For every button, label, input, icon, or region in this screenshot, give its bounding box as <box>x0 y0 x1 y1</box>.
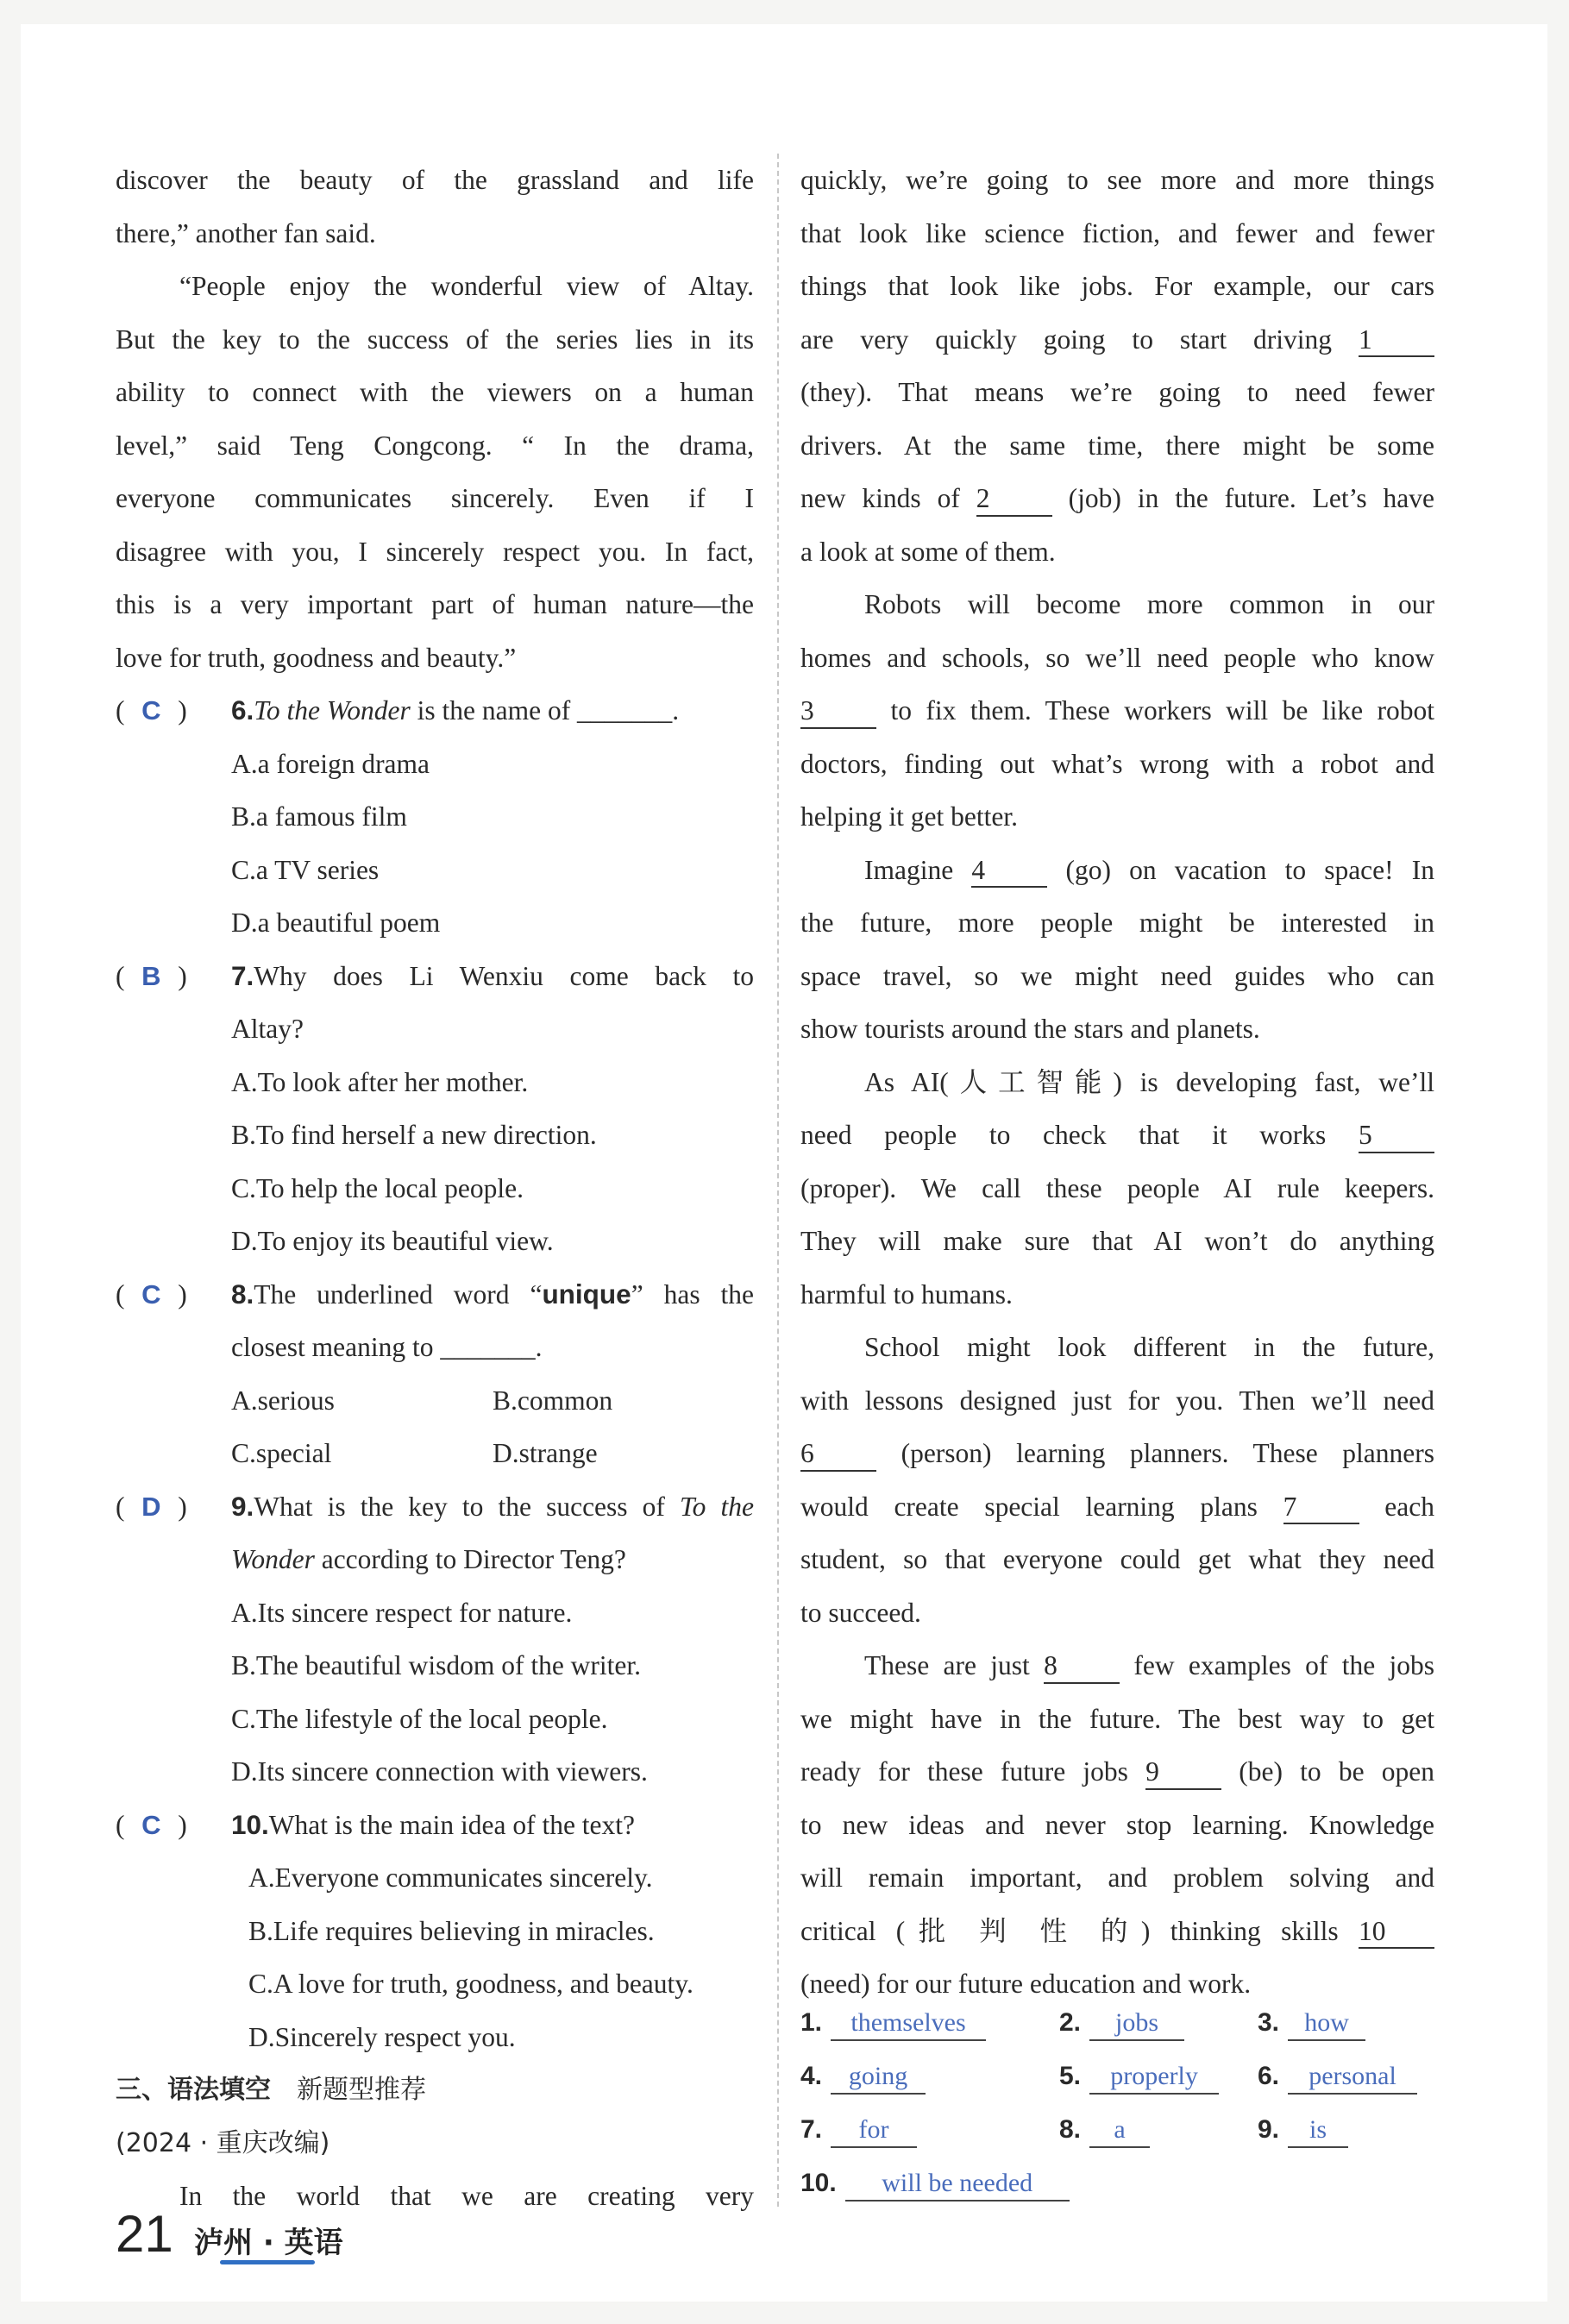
passage-line <box>800 631 1434 685</box>
passage-line <box>800 1639 1434 1693</box>
passage-text: new kinds of <box>800 483 960 513</box>
answer-bracket: ( C ) <box>116 684 231 738</box>
option: D.strange <box>493 1438 598 1468</box>
passage-line <box>800 790 1434 844</box>
answer-bracket: ( C ) <box>116 1268 231 1322</box>
passage-text: drivers. At the same time, there might be some <box>800 430 1434 461</box>
passage-line <box>800 1427 1434 1480</box>
question <box>116 1268 754 1374</box>
passage-text: will remain important, and problem solving and <box>800 1862 1434 1893</box>
answer-item <box>800 2166 1070 2202</box>
paragraph-line: In the world that we are creating very <box>179 2181 754 2211</box>
question-text-line2: closest meaning to _______. <box>231 1332 543 1362</box>
passage-line <box>800 1586 1434 1640</box>
passage-text: need people to check that it works <box>800 1120 1327 1150</box>
fill-blank: 6 <box>800 1437 876 1472</box>
passage-line <box>800 525 1434 579</box>
passage-text: would create special learning plans <box>800 1491 1258 1522</box>
passage-text: critical (批 判 性 的) thinking skills <box>800 1915 1339 1946</box>
answer-value: personal <box>1288 2059 1417 2095</box>
question-text: according to Director Teng? <box>314 1544 626 1574</box>
passage-line <box>800 1905 1434 1958</box>
answer-item <box>800 2006 986 2041</box>
column-divider <box>777 154 779 2207</box>
option: B.a famous film <box>231 801 407 832</box>
answer-value: will be needed <box>845 2166 1070 2202</box>
passage-line <box>800 684 1434 738</box>
passage-text: ready for these future jobs <box>800 1756 1128 1787</box>
answer-item <box>1059 2059 1219 2095</box>
section-tag: 新题型推荐 <box>297 2075 426 2105</box>
paragraph-line: there,” another fan said. <box>116 217 376 248</box>
passage-text: They will make sure that AI won’t do anything <box>800 1226 1434 1256</box>
paragraph-line: ability to connect with the viewers on a human <box>116 377 754 407</box>
answer-value: a <box>1089 2113 1150 2148</box>
left-column <box>116 154 754 2223</box>
passage-text: harmful to humans. <box>800 1278 1013 1310</box>
option: D.To enjoy its beautiful view. <box>231 1226 554 1256</box>
passage-text: (be) to be open <box>1239 1756 1434 1787</box>
question-number: 7. <box>231 959 254 991</box>
answer-bracket: ( C ) <box>116 1799 231 1852</box>
passage-text: (job) in the future. Let’s have <box>1068 483 1435 513</box>
passage-line <box>800 1268 1434 1322</box>
question-number: 9. <box>231 1490 254 1522</box>
passage-line <box>800 1162 1434 1215</box>
answer-bracket: ( B ) <box>116 950 231 1003</box>
answer-item <box>1258 2006 1365 2041</box>
answer-number: 1. <box>800 2008 823 2037</box>
passage-line <box>800 578 1434 631</box>
footer-accent-line <box>220 2260 315 2264</box>
answer-value: properly <box>1089 2059 1219 2095</box>
fill-blank: 4 <box>971 854 1047 889</box>
question-number: 10. <box>231 1808 269 1840</box>
passage-line <box>800 207 1434 261</box>
passage-text: to new ideas and never stop learning. Knowledge <box>800 1809 1434 1840</box>
title-italic: Wonder <box>231 1544 315 1574</box>
option: B.To find herself a new direction. <box>231 1120 597 1150</box>
answer-item <box>1059 2006 1184 2041</box>
passage-text: Robots will become more common in our <box>864 589 1434 619</box>
passage-text: School might look different in the future, <box>864 1332 1434 1362</box>
question <box>116 1480 754 1586</box>
passage-text: with lessons designed just for you. Then we’ll need <box>800 1385 1434 1416</box>
question-stem <box>231 1480 754 1534</box>
passage-text: space travel, so we might need guides who can <box>800 960 1434 991</box>
passage-text: the future, more people might be interested in <box>800 908 1434 938</box>
passage-line <box>800 1851 1434 1905</box>
passage-line <box>800 844 1434 897</box>
answer-row <box>800 2059 1434 2113</box>
fill-blank: 8 <box>1044 1649 1120 1684</box>
answer-value: jobs <box>1089 2006 1184 2041</box>
question-text: What is the key to the success of <box>254 1491 681 1522</box>
passage-text: we might have in the future. The best way to get <box>800 1703 1434 1734</box>
answer-number: 9. <box>1258 2115 1280 2144</box>
passage-text: things that look like jobs. For example, our cars <box>800 271 1434 301</box>
option: C.special <box>231 1438 332 1468</box>
paragraph-line: love for truth, goodness and beauty.” <box>116 642 517 673</box>
passage-line <box>800 1480 1434 1534</box>
passage-line <box>800 313 1434 367</box>
answer-bracket: ( D ) <box>116 1480 231 1534</box>
option: D.Sincerely respect you. <box>248 2021 516 2052</box>
answer-item <box>1258 2113 1348 2148</box>
section-title: 三、语法填空 <box>116 2075 271 2105</box>
passage-line <box>800 1533 1434 1586</box>
fill-blank: 10 <box>1359 1915 1434 1950</box>
section-heading <box>116 2063 754 2117</box>
question-stem <box>231 1799 754 1852</box>
fill-blank: 7 <box>1283 1491 1359 1525</box>
question-text: To the Wonder <box>254 695 411 725</box>
answer-item <box>800 2059 926 2095</box>
option: D.Its sincere connection with viewers. <box>231 1756 648 1787</box>
passage-line <box>800 154 1434 207</box>
passage-text: (they). That means we’re going to need fewer <box>800 377 1434 407</box>
passage-line <box>800 1745 1434 1799</box>
passage-text: are very quickly going to start driving <box>800 323 1333 355</box>
fill-blank: 5 <box>1359 1119 1434 1153</box>
answer-number: 3. <box>1258 2008 1280 2037</box>
passage-text: (go) on vacation to space! In <box>1065 854 1435 885</box>
fill-blank: 1 <box>1359 323 1434 358</box>
question-text-line2: Altay? <box>231 1014 304 1044</box>
answer-number: 2. <box>1059 2008 1082 2037</box>
passage-text: helping it get better. <box>800 801 1018 832</box>
paragraph-line: this is a very important part of human nature—the <box>116 589 754 619</box>
option: C.To help the local people. <box>231 1172 524 1203</box>
option: D.a beautiful poem <box>231 908 441 938</box>
question <box>116 950 754 1056</box>
answer-item <box>1258 2059 1417 2095</box>
question-stem <box>231 684 754 738</box>
answer-letter: B <box>141 960 161 991</box>
passage-line <box>800 896 1434 950</box>
passage-line <box>800 950 1434 1003</box>
passage-text: that look like science fiction, and fewer and fewer <box>800 217 1434 248</box>
passage-line <box>800 1693 1434 1746</box>
answer-value: themselves <box>831 2006 986 2041</box>
passage-text: to fix them. These workers will be like robot <box>890 695 1434 725</box>
passage-line <box>800 738 1434 791</box>
question-stem <box>231 950 754 1003</box>
answer-letter: D <box>141 1491 161 1522</box>
question-text: What is the main idea of the text? <box>268 1809 636 1840</box>
option: A.serious <box>231 1385 335 1416</box>
passage-line <box>800 1799 1434 1852</box>
question-text-line2 <box>231 1533 754 1586</box>
fill-blank: 9 <box>1145 1756 1221 1790</box>
option: A.Its sincere respect for nature. <box>231 1597 573 1628</box>
passage-line <box>800 419 1434 473</box>
passage-line <box>800 1109 1434 1162</box>
question-text: Why does Li Wenxiu come back to <box>254 960 754 991</box>
passage-text: These are just <box>864 1650 1030 1680</box>
question-number: 6. <box>231 694 254 725</box>
answer-number: 4. <box>800 2062 823 2090</box>
answer-value: is <box>1288 2113 1348 2148</box>
passage-text: (person) learning planners. These planners <box>901 1438 1434 1468</box>
footer-title: 泸州 · 英语 <box>194 2226 343 2260</box>
answer-number: 5. <box>1059 2062 1082 2090</box>
question-stem <box>231 1268 754 1322</box>
answer-value: how <box>1288 2006 1365 2041</box>
answer-row <box>800 2166 1434 2220</box>
paragraph-line: everyone communicates sincerely. Even if I <box>116 483 754 513</box>
option: B.common <box>493 1385 613 1416</box>
question <box>116 684 754 738</box>
passage-text: (proper). We call these people AI rule keepers. <box>800 1172 1434 1203</box>
paragraph-line: level,” said Teng Congcong. “ In the drama, <box>116 430 754 461</box>
question-text: The underlined word “ <box>254 1278 543 1310</box>
answer-item <box>800 2113 917 2148</box>
passage-line <box>800 1957 1434 2011</box>
fill-blank: 3 <box>800 694 876 729</box>
passage-text: (need) for our future education and work. <box>800 1969 1252 1999</box>
passage-text: quickly, we’re going to see more and more things <box>800 165 1434 195</box>
answer-letter: C <box>141 1809 161 1840</box>
passage-line <box>800 1215 1434 1268</box>
answer-row <box>800 2006 1434 2059</box>
question <box>116 1799 754 1852</box>
option: C.The lifestyle of the local people. <box>231 1703 608 1734</box>
question-text: ” has the <box>631 1278 754 1310</box>
answer-value: for <box>831 2113 917 2148</box>
passage-text: doctors, finding out what’s wrong with a robot and <box>800 748 1434 779</box>
option: C.a TV series <box>231 854 380 885</box>
passage-line <box>800 260 1434 313</box>
passage-line <box>800 472 1434 525</box>
passage-line <box>800 1321 1434 1374</box>
fill-blank: 2 <box>976 482 1052 517</box>
option: A.a foreign drama <box>231 748 430 779</box>
option: A.To look after her mother. <box>231 1066 529 1097</box>
passage-line <box>800 1056 1434 1109</box>
paragraph-line: discover the beauty of the grassland and life <box>116 165 754 195</box>
passage-text: few examples of the jobs <box>1133 1650 1435 1680</box>
option: B.The beautiful wisdom of the writer. <box>231 1650 642 1680</box>
answer-number: 7. <box>800 2115 823 2144</box>
answer-letter: C <box>141 1278 161 1310</box>
passage-text: As AI(人工智能) is developing fast, we’ll <box>864 1066 1434 1097</box>
answer-grid <box>800 2006 1434 2220</box>
passage-text: student, so that everyone could get what they need <box>800 1544 1434 1574</box>
paragraph-line: “People enjoy the wonderful view of Altay. <box>179 271 754 301</box>
passage-text: each <box>1384 1491 1434 1522</box>
answer-number: 8. <box>1059 2115 1082 2144</box>
passage-text: show tourists around the stars and planets. <box>800 1014 1260 1044</box>
answer-item <box>1059 2113 1150 2148</box>
underlined-word: unique <box>542 1278 631 1310</box>
passage-text: to succeed. <box>800 1597 921 1628</box>
passage-line <box>800 1002 1434 1056</box>
answer-letter: C <box>141 695 161 725</box>
answer-row <box>800 2113 1434 2166</box>
right-column <box>800 154 1434 2011</box>
page-number: 21 <box>116 2205 173 2263</box>
title-italic: To the <box>680 1491 754 1522</box>
answer-number: 10. <box>800 2169 837 2197</box>
passage-text: a look at some of them. <box>800 536 1056 567</box>
option: B.Life requires believing in miracles. <box>248 1915 655 1946</box>
passage-line <box>800 366 1434 419</box>
options-row <box>116 1427 754 1480</box>
options-row <box>116 1374 754 1428</box>
passage-text: homes and schools, so we’ll need people who know <box>800 642 1434 673</box>
option: A.Everyone communicates sincerely. <box>248 1862 653 1893</box>
answer-value: going <box>831 2059 926 2095</box>
answer-number: 6. <box>1258 2062 1280 2090</box>
paragraph-line: disagree with you, I sincerely respect you. In fact, <box>116 536 754 567</box>
paragraph-line: But the key to the success of the series lies in its <box>116 323 754 355</box>
passage-text: Imagine <box>864 854 954 885</box>
section-source: (2024 · 重庆改编) <box>116 2127 330 2158</box>
passage-line <box>800 1374 1434 1428</box>
question-text: is the name of _______. <box>410 695 680 725</box>
question-number: 8. <box>231 1278 254 1310</box>
option: C.A love for truth, goodness, and beauty. <box>248 1969 693 1999</box>
